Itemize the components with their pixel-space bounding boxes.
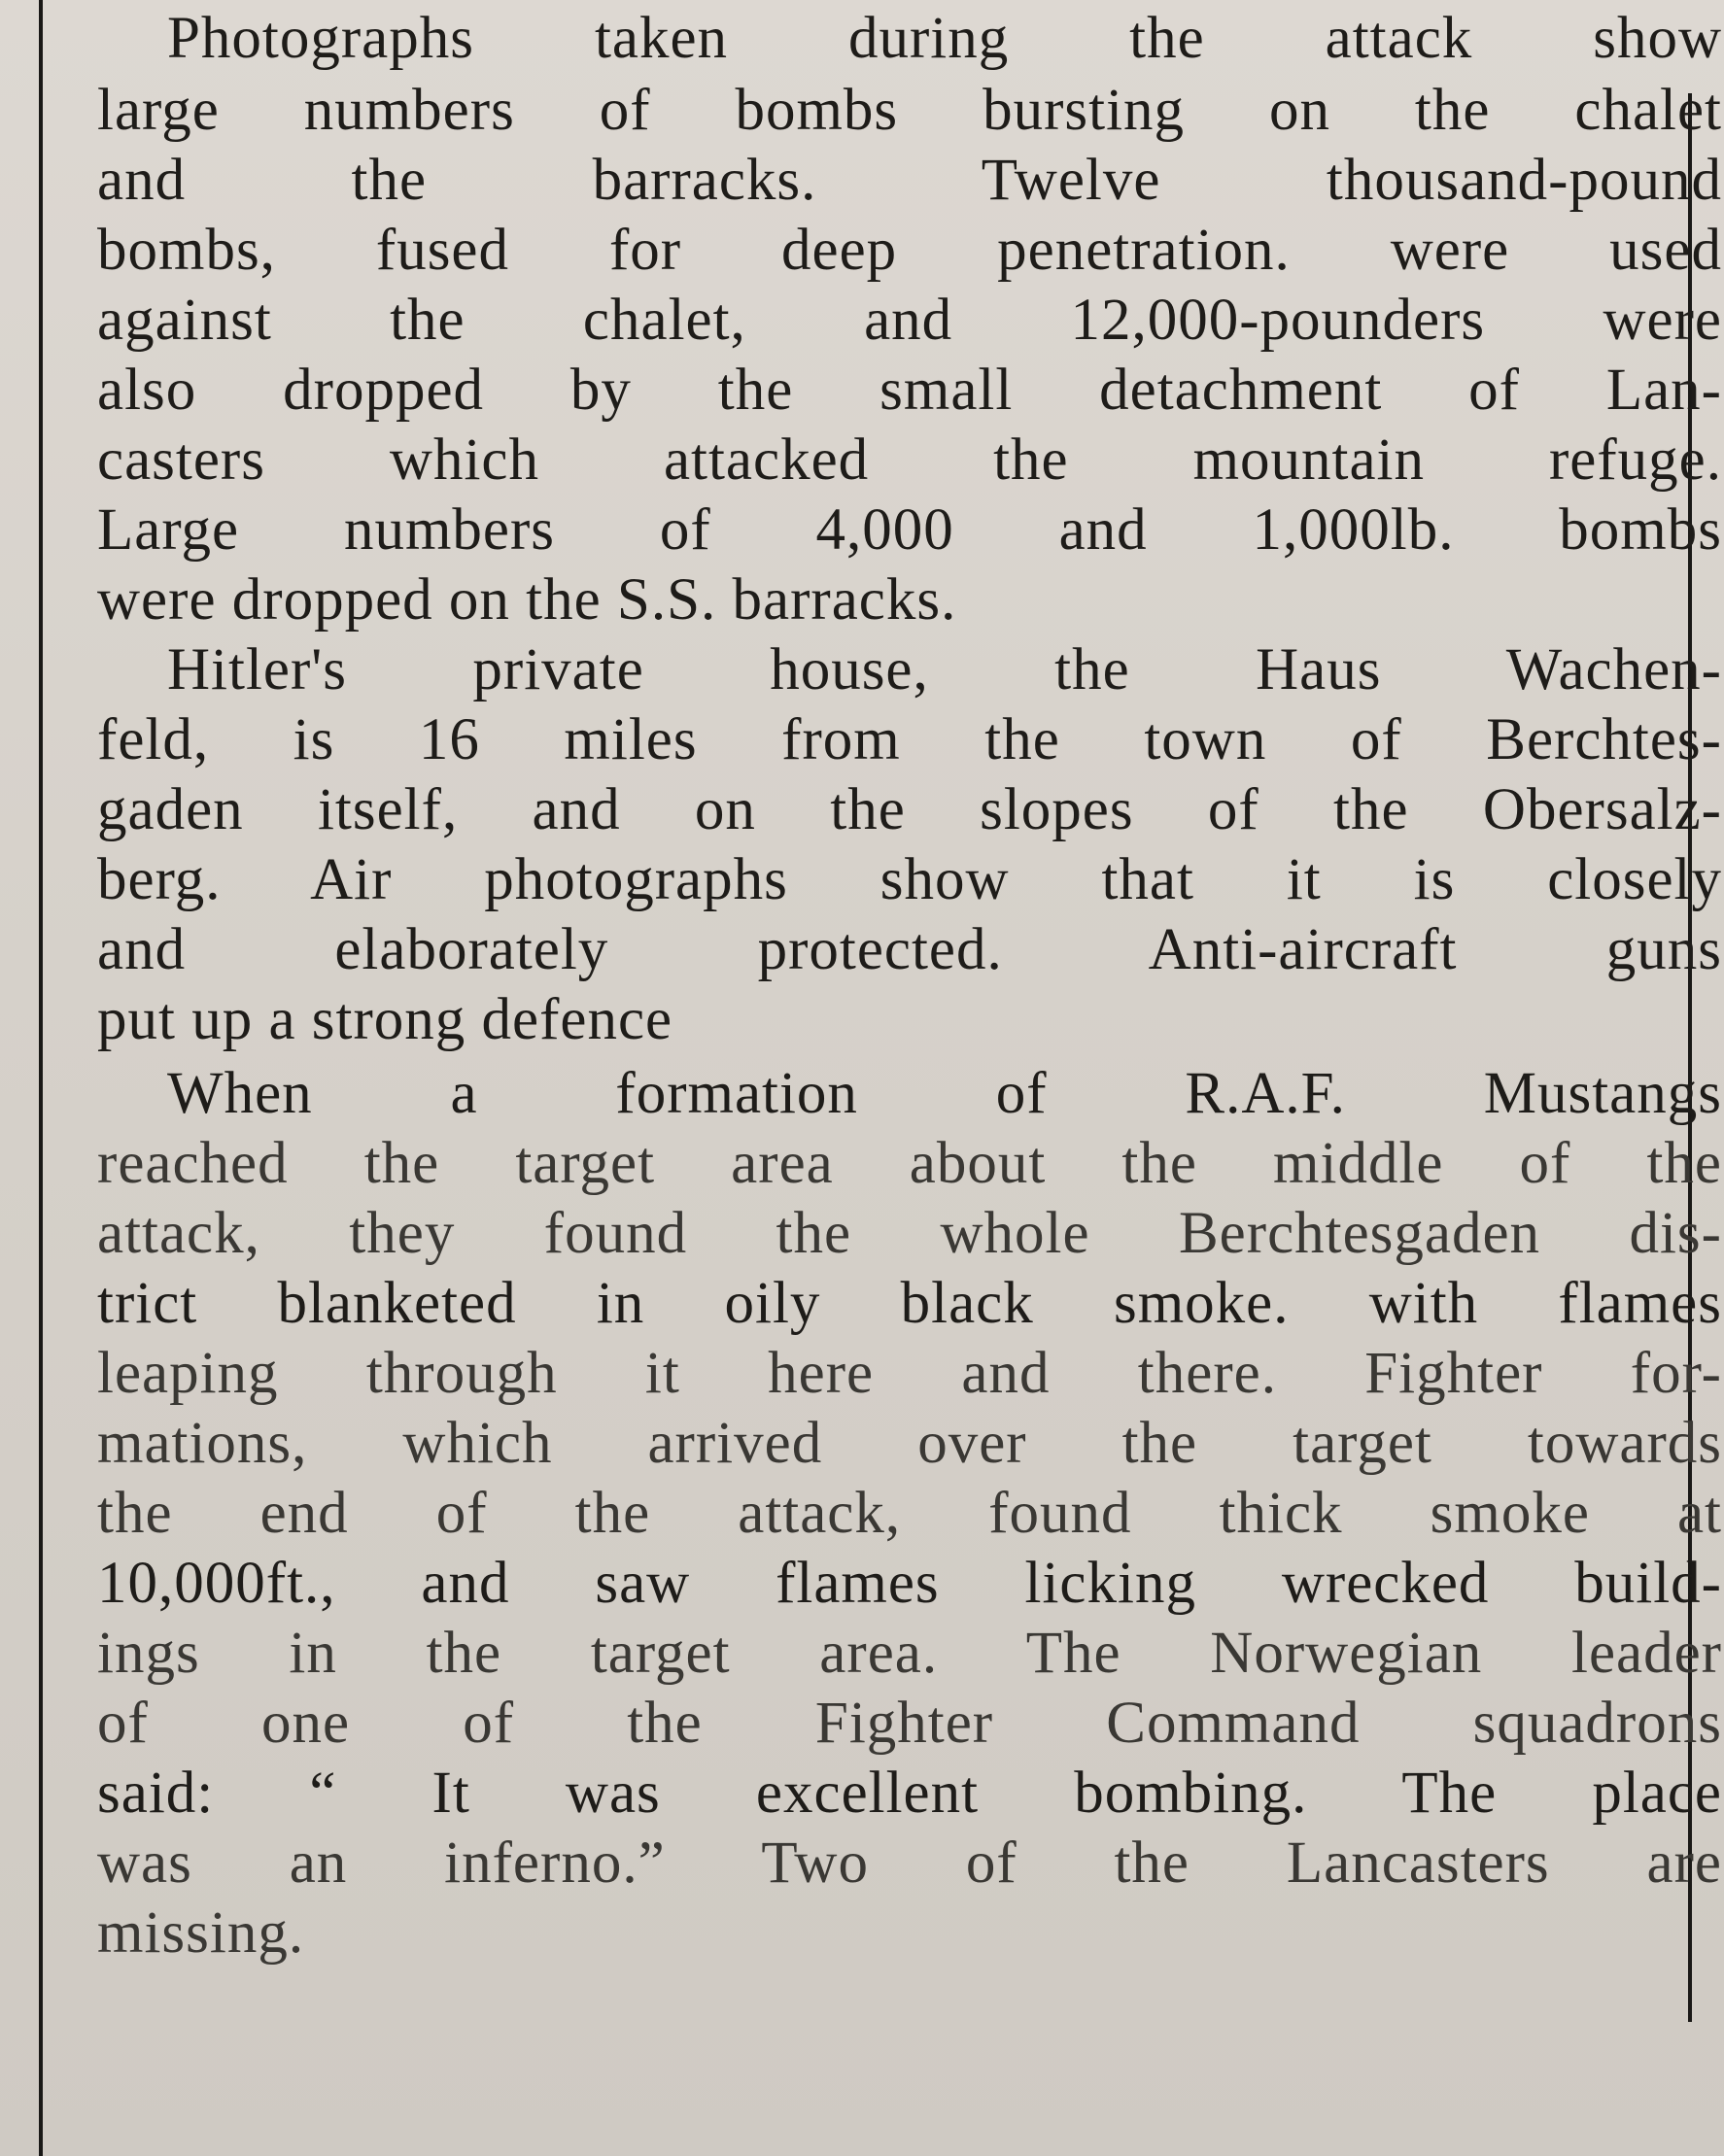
text-line: gaden itself, and on the slopes of the Obersalz-: [97, 777, 1722, 842]
text-line: of one of the Fighter Command squadrons: [97, 1691, 1722, 1756]
text-line: trict blanketed in oily black smoke. with flames: [97, 1271, 1722, 1336]
text-line: said: “ It was excellent bombing. The place: [97, 1761, 1722, 1826]
text-line: Large numbers of 4,000 and 1,000lb. bombs: [97, 497, 1722, 563]
text-line: and the barracks. Twelve thousand-pound: [97, 148, 1722, 213]
text-line: against the chalet, and 12,000-pounders were: [97, 288, 1722, 353]
text-line: leaping through it here and there. Fighter for-: [97, 1341, 1722, 1406]
text-line: bombs, fused for deep penetration. were used: [97, 218, 1722, 283]
text-line: feld, is 16 miles from the town of Berchtes-: [97, 707, 1722, 772]
text-line: attack, they found the whole Berchtesgaden dis-: [97, 1201, 1722, 1266]
text-line: reached the target area about the middle of the: [97, 1131, 1722, 1196]
text-line: When a formation of R.A.F. Mustangs: [167, 1061, 1722, 1126]
text-line: put up a strong defence: [97, 987, 673, 1052]
article-column: [43, 0, 1722, 2156]
text-line: also dropped by the small detachment of Lan-: [97, 358, 1722, 423]
text-line: casters which attacked the mountain refuge.: [97, 428, 1722, 493]
text-line: berg. Air photographs show that it is closely: [97, 847, 1722, 912]
text-line: the end of the attack, found thick smoke at: [97, 1481, 1722, 1546]
text-line: and elaborately protected. Anti-aircraft guns: [97, 917, 1722, 982]
text-line: large numbers of bombs bursting on the chalet: [97, 78, 1722, 143]
text-line: were dropped on the S.S. barracks.: [97, 567, 957, 633]
text-line: ings in the target area. The Norwegian leader: [97, 1621, 1722, 1686]
text-line: Photographs taken during the attack show: [167, 6, 1722, 71]
text-line: mations, which arrived over the target towards: [97, 1411, 1722, 1476]
text-line: Hitler's private house, the Haus Wachen-: [167, 637, 1722, 702]
text-line: was an inferno.” Two of the Lancasters are: [97, 1831, 1722, 1896]
text-line: 10,000ft., and saw flames licking wrecked build-: [97, 1551, 1722, 1616]
text-line: missing.: [97, 1900, 305, 1966]
